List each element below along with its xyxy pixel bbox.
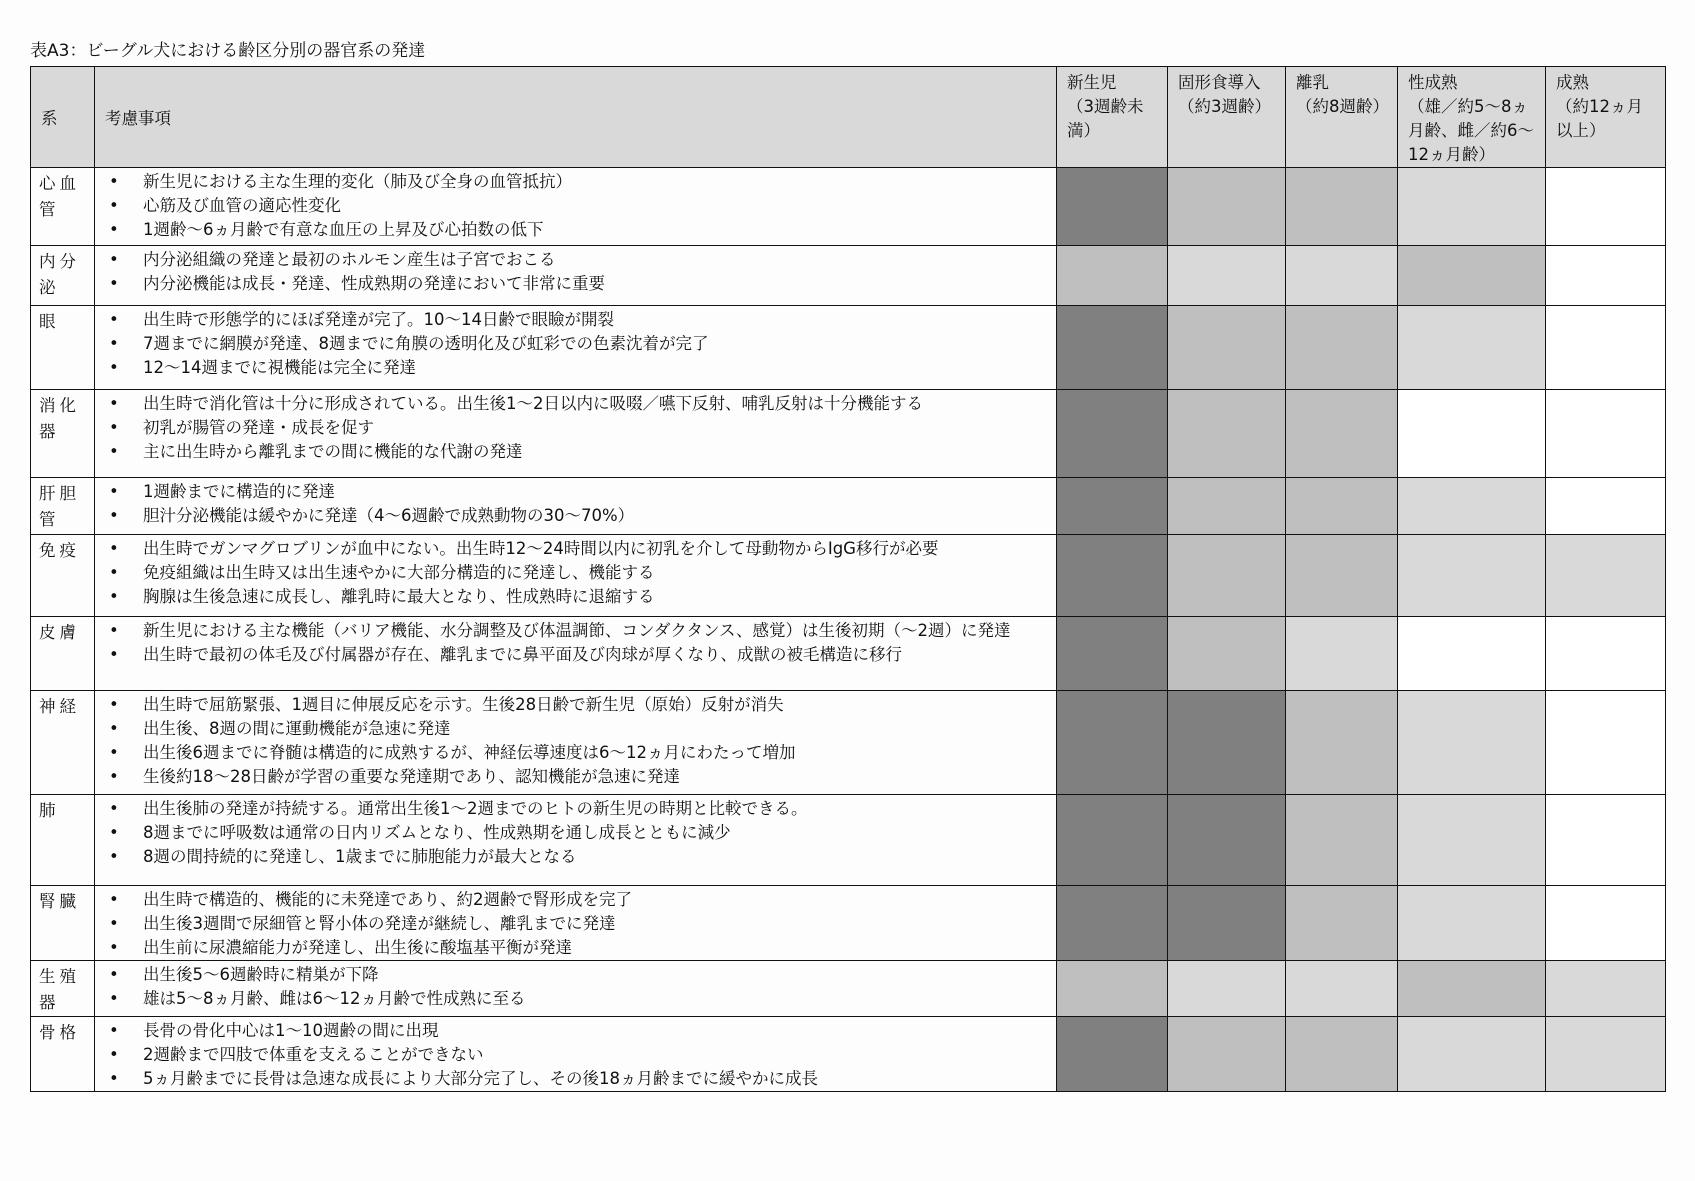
table-row xyxy=(31,478,1666,535)
stage-level-cell xyxy=(1057,478,1168,535)
stage-level-cell xyxy=(1546,795,1666,886)
consideration-item: • 1週齢〜6ヵ月齢で有意な血圧の上昇及び心拍数の低下 xyxy=(95,218,1056,242)
header-stage-solid-food: 固形食導入 （約3週齢） xyxy=(1168,67,1286,168)
considerations-cell xyxy=(95,306,1057,390)
stage-level-cell xyxy=(1398,390,1546,478)
consideration-item: • 新生児における主な機能（バリア機能、水分調整及び体温調節、コンダクタンス、感覚）は生後初期（〜2週）に発達 xyxy=(95,619,1056,643)
table-row xyxy=(31,168,1666,246)
stage-level-cell xyxy=(1398,168,1546,246)
stage-level-cell xyxy=(1057,168,1168,246)
table-row xyxy=(31,246,1666,306)
stage-level-cell xyxy=(1057,306,1168,390)
system-cell: 骨格 xyxy=(31,1017,95,1092)
consideration-item: • 5ヵ月齢までに長骨は急速な成長により大部分完了し、その後18ヵ月齢までに緩やかに成長 xyxy=(95,1067,1056,1091)
stage-level-cell xyxy=(1286,886,1398,961)
consideration-item: • 出生時で形態学的にほぼ発達が完了。10〜14日齢で眼瞼が開裂 xyxy=(95,308,1056,332)
table-row xyxy=(31,795,1666,886)
header-system: 系 xyxy=(31,67,95,168)
stage-level-cell xyxy=(1286,617,1398,691)
header-considerations: 考慮事項 xyxy=(95,67,1057,168)
stage-level-cell xyxy=(1398,691,1546,795)
stage-level-cell xyxy=(1546,390,1666,478)
consideration-item: • 出生後5〜6週齢時に精巣が下降 xyxy=(95,963,1056,987)
stage-level-cell xyxy=(1286,795,1398,886)
stage-level-cell xyxy=(1168,246,1286,306)
stage-level-cell xyxy=(1546,617,1666,691)
considerations-cell xyxy=(95,390,1057,478)
considerations-cell xyxy=(95,168,1057,246)
consideration-item: • 出生前に尿濃縮能力が発達し、出生後に酸塩基平衡が発達 xyxy=(95,936,1056,960)
stage-level-cell xyxy=(1168,535,1286,617)
header-stage-neonate: 新生児 （3週齢未満） xyxy=(1057,67,1168,168)
stage-level-cell xyxy=(1168,795,1286,886)
consideration-item: • 1週齢までに構造的に発達 xyxy=(95,480,1056,504)
table-row xyxy=(31,1017,1666,1092)
table-title: 表A3：ビーグル犬における齢区分別の器官系の発達 xyxy=(30,41,426,61)
consideration-item: • 生後約18〜28日齢が学習の重要な発達期であり、認知機能が急速に発達 xyxy=(95,765,1056,789)
stage-level-cell xyxy=(1057,390,1168,478)
considerations-cell xyxy=(95,617,1057,691)
system-cell: 免疫 xyxy=(31,535,95,617)
table-row xyxy=(31,390,1666,478)
consideration-item: • 内分泌機能は成長・発達、性成熟期の発達において非常に重要 xyxy=(95,272,1056,296)
stage-level-cell xyxy=(1168,886,1286,961)
table-row xyxy=(31,886,1666,961)
stage-level-cell xyxy=(1168,168,1286,246)
stage-level-cell xyxy=(1546,478,1666,535)
stage-level-cell xyxy=(1286,478,1398,535)
stage-level-cell xyxy=(1398,795,1546,886)
header-row xyxy=(31,67,1666,168)
stage-level-cell xyxy=(1398,478,1546,535)
consideration-item: • 出生時で消化管は十分に形成されている。出生後1〜2日以内に吸啜／嚥下反射、哺乳反射は十分機能する xyxy=(95,392,1056,416)
consideration-item: • 胸腺は生後急速に成長し、離乳時に最大となり、性成熟時に退縮する xyxy=(95,585,1056,609)
system-cell: 肺 xyxy=(31,795,95,886)
system-cell: 皮膚 xyxy=(31,617,95,691)
considerations-cell xyxy=(95,961,1057,1017)
stage-level-cell xyxy=(1286,390,1398,478)
consideration-item: • 心筋及び血管の適応性変化 xyxy=(95,194,1056,218)
system-cell: 消化器 xyxy=(31,390,95,478)
table-row xyxy=(31,617,1666,691)
stage-level-cell xyxy=(1546,1017,1666,1092)
stage-level-cell xyxy=(1398,246,1546,306)
stage-level-cell xyxy=(1057,535,1168,617)
header-stage-maturity: 成熟 （約12ヵ月以上） xyxy=(1546,67,1666,168)
considerations-cell xyxy=(95,1017,1057,1092)
stage-level-cell xyxy=(1398,886,1546,961)
consideration-item: • 8週までに呼吸数は通常の日内リズムとなり、性成熟期を通し成長とともに減少 xyxy=(95,821,1056,845)
stage-level-cell xyxy=(1168,1017,1286,1092)
consideration-item: • 出生時でガンマグロブリンが血中にない。出生時12〜24時間以内に初乳を介して母動物からIgG移行が必要 xyxy=(95,537,1056,561)
stage-level-cell xyxy=(1546,246,1666,306)
consideration-item: • 出生後6週までに脊髄は構造的に成熟するが、神経伝導速度は6〜12ヵ月にわたって増加 xyxy=(95,741,1056,765)
stage-level-cell xyxy=(1057,246,1168,306)
stage-level-cell xyxy=(1546,961,1666,1017)
stage-level-cell xyxy=(1168,306,1286,390)
considerations-cell xyxy=(95,795,1057,886)
considerations-cell xyxy=(95,691,1057,795)
consideration-item: • 胆汁分泌機能は緩やかに発達（4〜6週齢で成熟動物の30〜70%） xyxy=(95,504,1056,528)
system-cell: 内分泌 xyxy=(31,246,95,306)
stage-level-cell xyxy=(1398,535,1546,617)
stage-level-cell xyxy=(1286,168,1398,246)
stage-level-cell xyxy=(1286,691,1398,795)
stage-level-cell xyxy=(1168,390,1286,478)
stage-level-cell xyxy=(1546,886,1666,961)
system-cell: 眼 xyxy=(31,306,95,390)
consideration-item: • 8週の間持続的に発達し、1歳までに肺胞能力が最大となる xyxy=(95,845,1056,869)
consideration-item: • 内分泌組織の発達と最初のホルモン産生は子宮でおこる xyxy=(95,248,1056,272)
stage-level-cell xyxy=(1057,617,1168,691)
considerations-cell xyxy=(95,886,1057,961)
stage-level-cell xyxy=(1057,795,1168,886)
stage-level-cell xyxy=(1168,617,1286,691)
table-row xyxy=(31,306,1666,390)
consideration-item: • 初乳が腸管の発達・成長を促す xyxy=(95,416,1056,440)
stage-level-cell xyxy=(1057,961,1168,1017)
system-cell: 心血管 xyxy=(31,168,95,246)
consideration-item: • 12〜14週までに視機能は完全に発達 xyxy=(95,356,1056,380)
stage-level-cell xyxy=(1168,961,1286,1017)
considerations-cell xyxy=(95,535,1057,617)
consideration-item: • 出生時で屈筋緊張、1週目に伸展反応を示す。生後28日齢で新生児（原始）反射が消失 xyxy=(95,693,1056,717)
system-cell: 腎臓 xyxy=(31,886,95,961)
system-cell: 神経 xyxy=(31,691,95,795)
stage-level-cell xyxy=(1546,691,1666,795)
consideration-item: • 出生後肺の発達が持続する。通常出生後1〜2週までのヒトの新生児の時期と比較できる。 xyxy=(95,797,1056,821)
stage-level-cell xyxy=(1286,246,1398,306)
stage-level-cell xyxy=(1286,306,1398,390)
stage-level-cell xyxy=(1398,961,1546,1017)
table-row xyxy=(31,535,1666,617)
consideration-item: • 主に出生時から離乳までの間に機能的な代謝の発達 xyxy=(95,440,1056,464)
stage-level-cell xyxy=(1398,1017,1546,1092)
stage-level-cell xyxy=(1057,886,1168,961)
consideration-item: • 出生時で最初の体毛及び付属器が存在、離乳までに鼻平面及び肉球が厚くなり、成獣の被毛構造に移行 xyxy=(95,643,1056,667)
system-cell: 生殖器 xyxy=(31,961,95,1017)
consideration-item: • 新生児における主な生理的変化（肺及び全身の血管抵抗） xyxy=(95,170,1056,194)
stage-level-cell xyxy=(1057,691,1168,795)
stage-level-cell xyxy=(1168,478,1286,535)
stage-level-cell xyxy=(1546,168,1666,246)
stage-level-cell xyxy=(1398,617,1546,691)
table-row xyxy=(31,961,1666,1017)
stage-level-cell xyxy=(1168,691,1286,795)
consideration-item: • 2週齢まで四肢で体重を支えることができない xyxy=(95,1043,1056,1067)
table-row xyxy=(31,691,1666,795)
consideration-item: • 出生時で構造的、機能的に未発達であり、約2週齢で腎形成を完了 xyxy=(95,888,1056,912)
header-stage-sexual-maturity: 性成熟 （雄／約5〜8ヵ月齢、雌／約6〜12ヵ月齢） xyxy=(1398,67,1546,168)
stage-level-cell xyxy=(1286,1017,1398,1092)
consideration-item: • 雄は5〜8ヵ月齢、雌は6〜12ヵ月齢で性成熟に至る xyxy=(95,987,1056,1011)
stage-level-cell xyxy=(1398,306,1546,390)
organ-development-table xyxy=(30,66,1666,1092)
consideration-item: • 長骨の骨化中心は1〜10週齢の間に出現 xyxy=(95,1019,1056,1043)
consideration-item: • 出生後、8週の間に運動機能が急速に発達 xyxy=(95,717,1056,741)
stage-level-cell xyxy=(1057,1017,1168,1092)
header-stage-weaning: 離乳 （約8週齢） xyxy=(1286,67,1398,168)
stage-level-cell xyxy=(1546,535,1666,617)
consideration-item: • 免疫組織は出生時又は出生速やかに大部分構造的に発達し、機能する xyxy=(95,561,1056,585)
system-cell: 肝胆管 xyxy=(31,478,95,535)
consideration-item: • 出生後3週間で尿細管と腎小体の発達が継続し、離乳までに発達 xyxy=(95,912,1056,936)
stage-level-cell xyxy=(1286,535,1398,617)
stage-level-cell xyxy=(1546,306,1666,390)
stage-level-cell xyxy=(1286,961,1398,1017)
considerations-cell xyxy=(95,478,1057,535)
considerations-cell xyxy=(95,246,1057,306)
consideration-item: • 7週までに網膜が発達、8週までに角膜の透明化及び虹彩での色素沈着が完了 xyxy=(95,332,1056,356)
